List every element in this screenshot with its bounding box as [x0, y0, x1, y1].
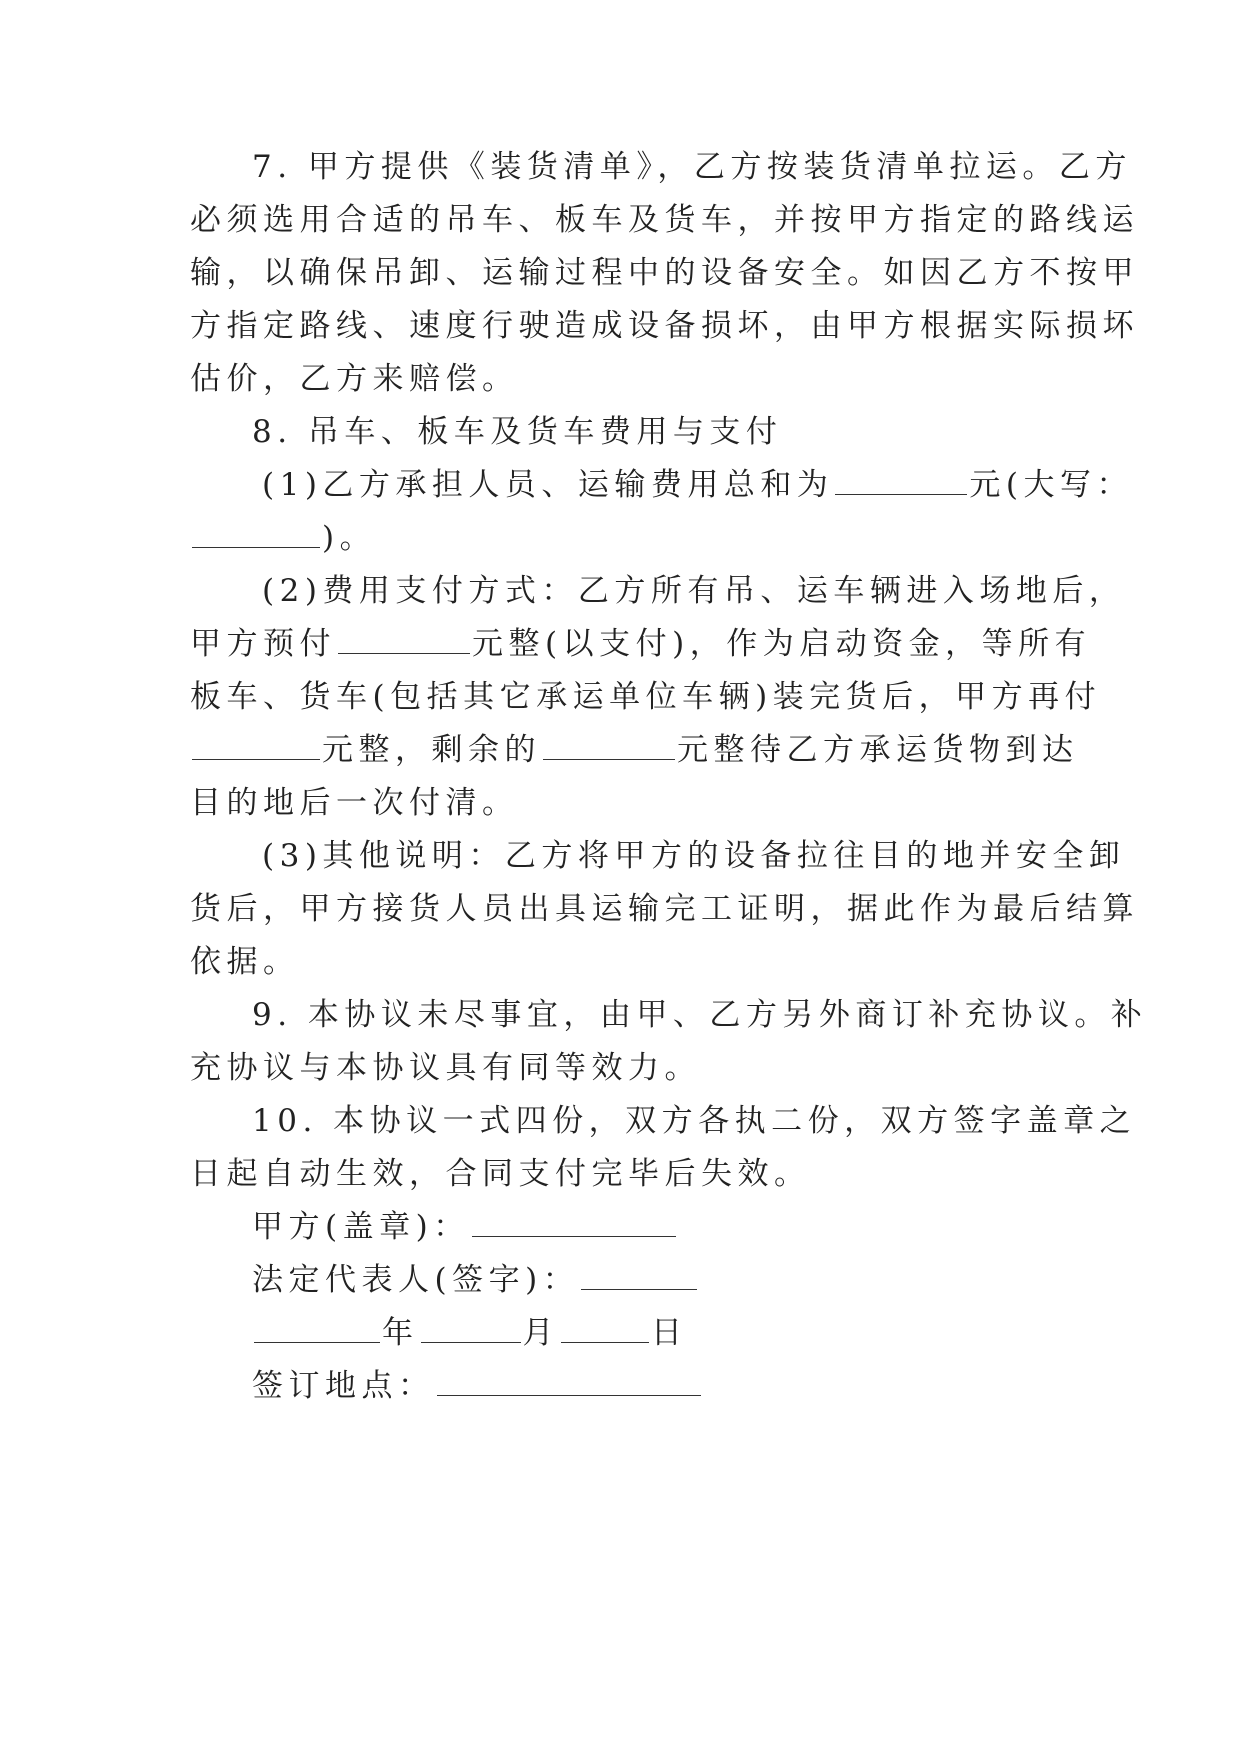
fee-total-suffix: )。 — [322, 520, 377, 556]
clause-7-line-2: 必须选用合适的吊车、板车及货车，并按甲方指定的路线运 — [190, 202, 1139, 238]
day-label: 日 — [651, 1315, 688, 1351]
legal-rep-label: 法定代表人(签字)： — [252, 1262, 580, 1298]
clause-8-2-line-2 — [190, 615, 1092, 673]
legal-rep-line — [252, 1251, 1122, 1309]
signing-place-blank[interactable] — [437, 1363, 701, 1396]
party-a-seal-label: 甲方(盖章)： — [252, 1209, 470, 1245]
prepay-prefix: 甲方预付 — [190, 626, 336, 662]
clause-8-heading: 8. 吊车、板车及货车费用与支付 — [252, 414, 783, 450]
prepay-blank[interactable] — [338, 621, 470, 654]
clause-9-line-1: 9. 本协议未尽事宜，由甲、乙方另外商订补充协议。补 — [252, 997, 1148, 1033]
remaining-part2: 元整待乙方承运货物到达 — [677, 732, 1079, 768]
fee-total-prefix: (1)乙方承担人员、运输费用总和为 — [262, 467, 834, 503]
date-line — [252, 1304, 1122, 1362]
month-blank[interactable] — [421, 1310, 521, 1343]
signing-place-label: 签订地点： — [252, 1368, 435, 1404]
fee-total-mid: 元(大写： — [969, 467, 1134, 503]
clause-8-2-line-4 — [190, 721, 1079, 779]
month-label: 月 — [522, 1315, 559, 1351]
year-label: 年 — [382, 1315, 419, 1351]
clause-7-line-4: 方指定路线、速度行驶造成设备损坏，由甲方根据实际损坏 — [190, 308, 1139, 344]
clause-10-line-2: 日起自动生效，合同支付完毕后失效。 — [190, 1156, 811, 1192]
remaining-payment-blank[interactable] — [543, 727, 675, 760]
clause-8-1-line-1 — [262, 456, 1132, 514]
clause-8-3-line-2: 货后，甲方接货人员出具运输完工证明，据此作为最后结算 — [190, 891, 1139, 927]
signing-place-line — [252, 1357, 1122, 1415]
clause-8-2-line-3: 板车、货车(包括其它承运单位车辆)装完货后，甲方再付 — [190, 679, 1102, 715]
fee-total-blank[interactable] — [835, 462, 967, 495]
remaining-part1: 元整，剩余的 — [322, 732, 541, 768]
clause-8-2-line-1: (2)费用支付方式：乙方所有吊、运车辆进入场地后， — [262, 573, 1126, 609]
clause-7-line-1: 7. 甲方提供《装货清单》，乙方按装货清单拉运。乙方 — [252, 149, 1132, 185]
prepay-suffix: 元整(以支付)，作为启动资金，等所有 — [472, 626, 1092, 662]
clause-8-3-line-3: 依据。 — [190, 944, 300, 980]
clause-8-3-line-1: (3)其他说明：乙方将甲方的设备拉往目的地并安全卸 — [262, 838, 1126, 874]
clause-9-line-2: 充协议与本协议具有同等效力。 — [190, 1050, 701, 1086]
clause-7-line-5: 估价，乙方来赔偿。 — [190, 361, 519, 397]
clause-10-line-1: 10. 本协议一式四份，双方各执二份，双方签字盖章之 — [252, 1103, 1137, 1139]
year-blank[interactable] — [254, 1310, 380, 1343]
party-a-seal-line — [252, 1198, 1122, 1256]
party-a-seal-blank[interactable] — [472, 1204, 676, 1237]
legal-rep-blank[interactable] — [581, 1257, 697, 1290]
clause-7-line-3: 输，以确保吊卸、运输过程中的设备安全。如因乙方不按甲 — [190, 255, 1139, 291]
fee-total-uppercase-blank[interactable] — [192, 515, 320, 548]
day-blank[interactable] — [561, 1310, 649, 1343]
clause-8-2-line-5: 目的地后一次付清。 — [190, 785, 519, 821]
second-payment-blank[interactable] — [192, 727, 320, 760]
clause-8-1-line-2 — [190, 509, 1060, 567]
